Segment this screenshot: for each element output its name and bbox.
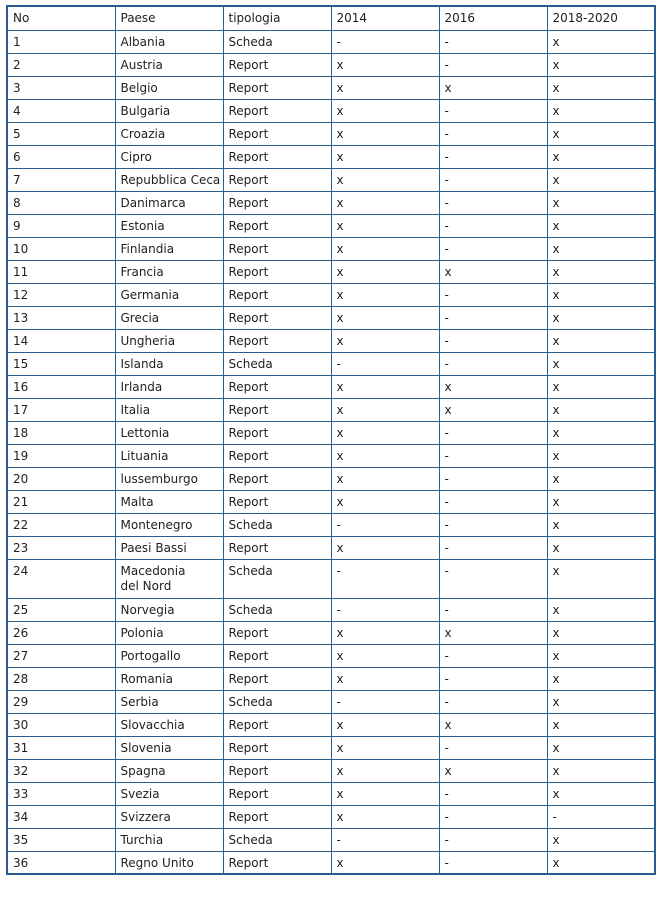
cell-no: 6 (7, 145, 115, 168)
cell-no: 33 (7, 782, 115, 805)
header-cell-2016: 2016 (439, 6, 547, 30)
table-row (7, 782, 655, 805)
cell-tipologia: Report (223, 444, 331, 467)
cell-no: 1 (7, 30, 115, 53)
cell-2016: - (439, 559, 547, 598)
cell-2014: x (331, 76, 439, 99)
header-cell-2014: 2014 (331, 6, 439, 30)
cell-2018-2020: x (547, 536, 655, 559)
cell-paese: Serbia (115, 690, 223, 713)
cell-no: 27 (7, 644, 115, 667)
cell-no: 18 (7, 421, 115, 444)
cell-2018-2020: x (547, 191, 655, 214)
cell-paese: Macedonia del Nord (115, 559, 223, 598)
cell-no: 26 (7, 621, 115, 644)
cell-paese: Austria (115, 53, 223, 76)
cell-2014: x (331, 398, 439, 421)
cell-2014: - (331, 352, 439, 375)
cell-2016: - (439, 644, 547, 667)
cell-2018-2020: x (547, 375, 655, 398)
cell-2014: x (331, 621, 439, 644)
cell-no: 2 (7, 53, 115, 76)
cell-paese: lussemburgo (115, 467, 223, 490)
cell-2016: - (439, 168, 547, 191)
cell-paese: Cipro (115, 145, 223, 168)
cell-tipologia: Report (223, 191, 331, 214)
cell-2014: x (331, 214, 439, 237)
cell-no: 19 (7, 444, 115, 467)
cell-paese: Albania (115, 30, 223, 53)
cell-2014: x (331, 421, 439, 444)
cell-2016: - (439, 283, 547, 306)
cell-2014: x (331, 191, 439, 214)
cell-paese: Polonia (115, 621, 223, 644)
cell-no: 15 (7, 352, 115, 375)
cell-2018-2020: x (547, 145, 655, 168)
cell-2018-2020: x (547, 490, 655, 513)
cell-paese: Slovacchia (115, 713, 223, 736)
cell-2016: - (439, 513, 547, 536)
cell-2014: x (331, 782, 439, 805)
cell-2018-2020: x (547, 398, 655, 421)
cell-2014: x (331, 851, 439, 874)
cell-paese: Slovenia (115, 736, 223, 759)
header-cell-2018-2020: 2018-2020 (547, 6, 655, 30)
cell-2018-2020: x (547, 30, 655, 53)
cell-2014: x (331, 536, 439, 559)
countries-table-container (6, 5, 656, 875)
cell-2014: x (331, 444, 439, 467)
cell-paese: Islanda (115, 352, 223, 375)
cell-tipologia: Scheda (223, 352, 331, 375)
cell-tipologia: Report (223, 782, 331, 805)
cell-tipologia: Report (223, 736, 331, 759)
table-row (7, 536, 655, 559)
cell-2016: x (439, 375, 547, 398)
cell-tipologia: Report (223, 467, 331, 490)
cell-paese: Irlanda (115, 375, 223, 398)
cell-paese: Malta (115, 490, 223, 513)
table-row (7, 713, 655, 736)
cell-no: 32 (7, 759, 115, 782)
table-body (7, 6, 655, 874)
cell-paese: Croazia (115, 122, 223, 145)
cell-2014: x (331, 759, 439, 782)
cell-2018-2020: x (547, 513, 655, 536)
cell-2016: - (439, 467, 547, 490)
cell-tipologia: Report (223, 421, 331, 444)
cell-2018-2020: x (547, 306, 655, 329)
cell-no: 10 (7, 237, 115, 260)
cell-2014: x (331, 237, 439, 260)
cell-paese: Turchia (115, 828, 223, 851)
table-row (7, 467, 655, 490)
cell-no: 3 (7, 76, 115, 99)
table-row (7, 667, 655, 690)
table-row (7, 306, 655, 329)
cell-2018-2020: x (547, 828, 655, 851)
cell-2018-2020: x (547, 598, 655, 621)
table-row (7, 260, 655, 283)
cell-2016: - (439, 237, 547, 260)
cell-2018-2020: x (547, 168, 655, 191)
cell-2016: - (439, 99, 547, 122)
cell-paese: Belgio (115, 76, 223, 99)
cell-2014: x (331, 145, 439, 168)
cell-2018-2020: x (547, 667, 655, 690)
cell-tipologia: Report (223, 145, 331, 168)
cell-tipologia: Report (223, 398, 331, 421)
cell-tipologia: Report (223, 76, 331, 99)
cell-no: 25 (7, 598, 115, 621)
cell-2018-2020: x (547, 467, 655, 490)
cell-2016: - (439, 122, 547, 145)
cell-paese: Romania (115, 667, 223, 690)
cell-no: 22 (7, 513, 115, 536)
cell-2016: x (439, 759, 547, 782)
cell-paese: Spagna (115, 759, 223, 782)
cell-2014: x (331, 805, 439, 828)
cell-tipologia: Scheda (223, 559, 331, 598)
cell-2018-2020: x (547, 237, 655, 260)
cell-no: 12 (7, 283, 115, 306)
cell-2014: x (331, 490, 439, 513)
cell-2016: - (439, 53, 547, 76)
cell-2014: x (331, 329, 439, 352)
cell-2014: - (331, 828, 439, 851)
cell-tipologia: Scheda (223, 513, 331, 536)
cell-2016: - (439, 667, 547, 690)
cell-tipologia: Scheda (223, 598, 331, 621)
cell-2014: - (331, 30, 439, 53)
cell-2016: - (439, 352, 547, 375)
cell-tipologia: Report (223, 99, 331, 122)
cell-tipologia: Report (223, 759, 331, 782)
table-row (7, 421, 655, 444)
cell-no: 5 (7, 122, 115, 145)
cell-2016: x (439, 713, 547, 736)
cell-tipologia: Report (223, 214, 331, 237)
cell-2016: - (439, 828, 547, 851)
cell-no: 7 (7, 168, 115, 191)
table-row (7, 559, 655, 598)
cell-2018-2020: x (547, 352, 655, 375)
cell-paese: Germania (115, 283, 223, 306)
cell-2016: - (439, 598, 547, 621)
cell-2018-2020: x (547, 260, 655, 283)
cell-2014: x (331, 713, 439, 736)
table-row (7, 145, 655, 168)
cell-2016: - (439, 329, 547, 352)
cell-tipologia: Report (223, 283, 331, 306)
cell-2016: - (439, 690, 547, 713)
cell-2018-2020: x (547, 53, 655, 76)
table-row (7, 828, 655, 851)
cell-2016: - (439, 191, 547, 214)
cell-2018-2020: x (547, 214, 655, 237)
cell-2016: - (439, 145, 547, 168)
cell-tipologia: Report (223, 536, 331, 559)
cell-tipologia: Report (223, 237, 331, 260)
cell-paese: Svezia (115, 782, 223, 805)
cell-no: 30 (7, 713, 115, 736)
cell-no: 28 (7, 667, 115, 690)
cell-no: 21 (7, 490, 115, 513)
cell-2014: x (331, 53, 439, 76)
cell-tipologia: Report (223, 122, 331, 145)
cell-paese: Repubblica Ceca (115, 168, 223, 191)
table-row (7, 851, 655, 874)
cell-no: 36 (7, 851, 115, 874)
cell-paese: Portogallo (115, 644, 223, 667)
cell-2016: - (439, 30, 547, 53)
cell-paese: Lituania (115, 444, 223, 467)
cell-2018-2020: x (547, 329, 655, 352)
cell-tipologia: Report (223, 667, 331, 690)
table-row (7, 513, 655, 536)
cell-tipologia: Report (223, 53, 331, 76)
cell-paese: Montenegro (115, 513, 223, 536)
cell-no: 4 (7, 99, 115, 122)
cell-2018-2020: x (547, 559, 655, 598)
cell-paese: Grecia (115, 306, 223, 329)
cell-no: 20 (7, 467, 115, 490)
table-row (7, 805, 655, 828)
cell-no: 24 (7, 559, 115, 598)
table-header-row (7, 6, 655, 30)
cell-2014: x (331, 306, 439, 329)
cell-2014: x (331, 99, 439, 122)
cell-paese: Bulgaria (115, 99, 223, 122)
cell-2018-2020: x (547, 76, 655, 99)
cell-2014: x (331, 375, 439, 398)
cell-2016: x (439, 260, 547, 283)
cell-no: 14 (7, 329, 115, 352)
cell-2016: - (439, 851, 547, 874)
cell-2018-2020: x (547, 421, 655, 444)
cell-2016: - (439, 805, 547, 828)
countries-table (6, 5, 656, 875)
cell-2016: - (439, 536, 547, 559)
cell-2014: x (331, 644, 439, 667)
cell-no: 35 (7, 828, 115, 851)
header-cell-no: No (7, 6, 115, 30)
cell-2014: - (331, 513, 439, 536)
cell-tipologia: Report (223, 805, 331, 828)
header-cell-tipologia: tipologia (223, 6, 331, 30)
table-row (7, 214, 655, 237)
table-row (7, 490, 655, 513)
cell-2018-2020: x (547, 122, 655, 145)
cell-tipologia: Report (223, 260, 331, 283)
cell-tipologia: Report (223, 713, 331, 736)
cell-paese: Finlandia (115, 237, 223, 260)
cell-no: 8 (7, 191, 115, 214)
cell-2018-2020: x (547, 782, 655, 805)
cell-2014: x (331, 122, 439, 145)
cell-2014: - (331, 598, 439, 621)
cell-2014: - (331, 559, 439, 598)
cell-2018-2020: x (547, 621, 655, 644)
table-row (7, 444, 655, 467)
table-row (7, 237, 655, 260)
cell-no: 13 (7, 306, 115, 329)
cell-2016: - (439, 782, 547, 805)
table-row (7, 283, 655, 306)
cell-no: 16 (7, 375, 115, 398)
cell-no: 17 (7, 398, 115, 421)
cell-paese: Paesi Bassi (115, 536, 223, 559)
table-row (7, 53, 655, 76)
cell-tipologia: Report (223, 490, 331, 513)
cell-2014: x (331, 736, 439, 759)
table-row (7, 99, 655, 122)
cell-paese: Danimarca (115, 191, 223, 214)
table-row (7, 598, 655, 621)
cell-paese: Norvegia (115, 598, 223, 621)
table-row (7, 191, 655, 214)
cell-2014: x (331, 168, 439, 191)
cell-no: 9 (7, 214, 115, 237)
cell-2018-2020: x (547, 759, 655, 782)
cell-2016: x (439, 76, 547, 99)
cell-2016: - (439, 421, 547, 444)
cell-tipologia: Report (223, 644, 331, 667)
table-row (7, 759, 655, 782)
cell-2018-2020: x (547, 851, 655, 874)
cell-2014: x (331, 467, 439, 490)
cell-2018-2020: x (547, 713, 655, 736)
cell-2014: x (331, 667, 439, 690)
cell-2018-2020: x (547, 690, 655, 713)
cell-tipologia: Report (223, 329, 331, 352)
table-row (7, 168, 655, 191)
cell-tipologia: Scheda (223, 30, 331, 53)
cell-paese: Estonia (115, 214, 223, 237)
cell-paese: Italia (115, 398, 223, 421)
cell-2016: - (439, 444, 547, 467)
cell-2018-2020: x (547, 444, 655, 467)
table-row (7, 375, 655, 398)
cell-no: 11 (7, 260, 115, 283)
cell-tipologia: Report (223, 375, 331, 398)
cell-paese: Francia (115, 260, 223, 283)
table-row (7, 644, 655, 667)
cell-tipologia: Report (223, 851, 331, 874)
table-row (7, 352, 655, 375)
table-row (7, 690, 655, 713)
cell-paese: Svizzera (115, 805, 223, 828)
cell-no: 31 (7, 736, 115, 759)
cell-2016: - (439, 306, 547, 329)
cell-paese: Regno Unito (115, 851, 223, 874)
table-row (7, 122, 655, 145)
cell-2016: x (439, 398, 547, 421)
cell-2016: x (439, 621, 547, 644)
cell-no: 29 (7, 690, 115, 713)
table-row (7, 621, 655, 644)
table-row (7, 736, 655, 759)
header-cell-paese: Paese (115, 6, 223, 30)
table-row (7, 329, 655, 352)
cell-2018-2020: x (547, 283, 655, 306)
cell-2018-2020: x (547, 644, 655, 667)
cell-2016: - (439, 490, 547, 513)
cell-2014: x (331, 283, 439, 306)
cell-tipologia: Report (223, 306, 331, 329)
table-row (7, 398, 655, 421)
cell-2014: - (331, 690, 439, 713)
cell-2018-2020: x (547, 99, 655, 122)
table-row (7, 30, 655, 53)
cell-no: 34 (7, 805, 115, 828)
table-row (7, 76, 655, 99)
cell-tipologia: Report (223, 621, 331, 644)
cell-paese: Ungheria (115, 329, 223, 352)
cell-no: 23 (7, 536, 115, 559)
cell-2016: - (439, 736, 547, 759)
cell-tipologia: Scheda (223, 690, 331, 713)
cell-2018-2020: x (547, 736, 655, 759)
cell-2018-2020: - (547, 805, 655, 828)
cell-tipologia: Report (223, 168, 331, 191)
cell-2014: x (331, 260, 439, 283)
cell-2016: - (439, 214, 547, 237)
cell-paese: Lettonia (115, 421, 223, 444)
cell-tipologia: Scheda (223, 828, 331, 851)
